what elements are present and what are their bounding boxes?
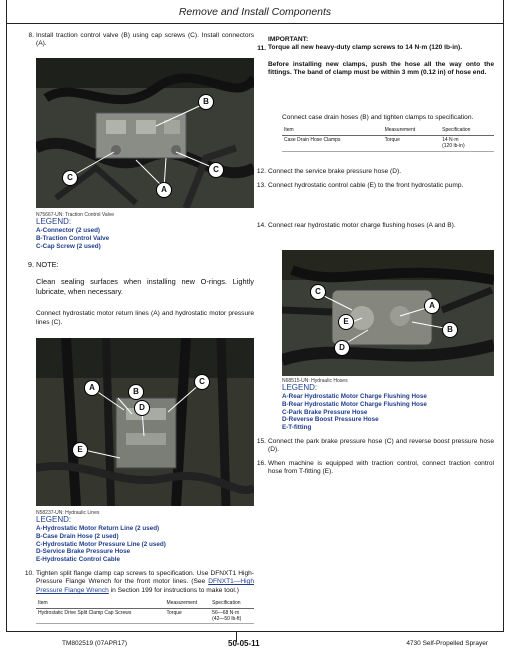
legend-title: LEGEND: [36,515,72,525]
page-number: 50-05-11 [228,639,260,648]
tool-reference-link[interactable]: DFNXT1—High Pressure Flange Wrench [36,578,254,594]
product-name: 4730 Self-Propelled Sprayer [406,640,488,647]
legend-item: D-Reverse Boost Pressure Hose [282,416,379,424]
spec-cell-value [210,608,254,624]
spec-cell-measurement: Torque [383,135,441,151]
callout-e: E [338,314,354,330]
legend-title: LEGEND: [36,217,72,227]
legend-item: A-Rear Hydrostatic Motor Charge Flushing Hose [282,392,427,400]
step-12 [256,168,494,176]
step-10 [24,570,254,624]
callout-c: C [194,374,210,390]
step-text-part: in Section 199 for instructions to make tool.) [108,586,239,594]
callout-b: B [442,322,458,338]
figure-caption: N75667-UN: Traction Control Valve [36,212,114,218]
figure-3-legend [282,378,494,432]
legend-item: C-Cap Screw (2 used) [36,242,101,250]
legend-item: A-Hydrostatic Motor Return Line (2 used) [36,524,160,532]
step-number: 11. [257,45,266,52]
step-number: 15. [256,438,266,445]
step-text: Connect the park brake pressure hose (C) and reverse boost pressure hose (D). [268,438,494,454]
step-number: 14. [256,222,266,229]
callout-a: A [156,182,172,198]
document-id: TM802519 (07APR17) [62,640,128,647]
step-text: Connect case drain hoses (B) and tighten clamps to specification. [282,114,474,121]
spec-cell-item: Case Drain Hose Clamps [282,135,383,151]
step-number: 13. [256,182,266,189]
step-text: Connect hydrostatic motor return lines (A) and hydrostatic motor pressure lines (C). [36,310,254,326]
step-text-part: Tighten split flange clamp cap screws to specification. Use DFNXT1 High-Pressure Flange Wrench for the front motor lines. (See [36,570,254,586]
page-title: Remove and Install Components [178,6,332,18]
step-8 [28,32,254,49]
callout-c: C [208,162,224,178]
callout-b: B [128,384,144,400]
spec-value-metric: 14 N·m [442,136,459,143]
legend-item: E-Hydrostatic Control Cable [36,556,120,564]
figure-caption: N58237-UN: Hydraulic Lines [36,510,100,516]
hydraulic-lines-photo [36,338,254,506]
spec-cell-measurement: Torque [165,608,211,624]
figure-1-legend [36,212,254,250]
spec-header-item: Item [282,126,383,135]
step-15 [256,438,494,455]
step-text: Connect rear hydrostatic motor charge flushing hoses (A and B). [268,222,456,229]
figure-2-legend [36,510,254,564]
spec-value-imperial: (42—50 lb-ft) [212,616,242,623]
spec-table [282,126,494,151]
step-text: Connect the service brake pressure hose (D). [268,168,402,175]
spec-table [36,599,254,624]
figure-caption: N68515-UN: Hydraulic Hoses [282,378,348,384]
callout-a: A [84,380,100,396]
spec-value-imperial: (120 lb-in) [442,143,465,150]
legend-item: B-Traction Control Valve [36,234,110,242]
step-number: 8. [28,32,34,39]
legend-item: E-T-fitting [282,424,312,432]
step-text [36,570,254,595]
step-16 [256,460,494,477]
callout-d: D [134,400,150,416]
important-text: Torque all new heavy-duty clamp screws to 14 N·m (120 lb-in). [268,44,463,52]
step-11 [257,36,494,78]
callout-e: E [72,442,88,458]
step-number: 16. [256,460,266,467]
hydraulic-hoses-photo [282,250,494,376]
legend-item: C-Hydrostatic Motor Pressure Line (2 used) [36,540,166,548]
case-drain-spec-block [282,114,494,152]
legend-item: C-Park Brake Pressure Hose [282,408,368,416]
step-13 [256,182,494,190]
step-number: 9. [27,260,34,269]
step-number: 10. [24,570,34,577]
spec-cell-value [440,135,494,151]
spec-header-item: Item [36,599,165,608]
traction-control-valve-photo [36,58,254,208]
legend-item: B-Case Drain Hose (2 used) [36,532,119,540]
spec-cell-item: Hydrostatic Drive Split Clamp Cap Screws [36,608,165,624]
spec-header-specification: Specification [210,599,254,608]
step-9 [27,260,254,327]
step-text: Install traction control valve (B) using cap screws (C). Install connectors (A). [36,32,254,48]
spec-value-metric: 56—68 N·m [212,609,240,616]
legend-item: D-Service Brake Pressure Hose [36,548,131,556]
callout-b: B [198,94,214,110]
note-label: NOTE: [36,260,59,269]
note-text: Clean sealing surfaces when installing new O-rings. Lightly lubricate, when necessary. [36,277,254,296]
step-14 [256,222,494,230]
warning-text: Before installing new clamps, push the hose all the way onto the fittings. The band of clamp must be within 3 mm (0.12 in) of hose end. [268,60,494,77]
callout-d: D [334,340,350,356]
spec-header-measurement: Measurement [383,126,441,135]
step-text: When machine is equipped with traction control, connect traction control hose from T-fitting (E). [268,460,494,476]
spec-header-specification: Specification [440,126,494,135]
legend-item: A-Connector (2 used) [36,226,101,234]
legend-item: B-Rear Hydrostatic Motor Charge Flushing Hose [282,400,427,408]
step-number: 12. [256,168,266,175]
important-label: IMPORTANT: [268,36,309,43]
callout-a: A [424,298,440,314]
callout-c: C [310,284,326,300]
legend-title: LEGEND: [282,383,318,393]
step-text: Connect hydrostatic control cable (E) to the front hydrostatic pump. [268,182,464,189]
spec-header-measurement: Measurement [165,599,211,608]
callout-c: C [62,170,78,186]
page-header [6,0,504,24]
